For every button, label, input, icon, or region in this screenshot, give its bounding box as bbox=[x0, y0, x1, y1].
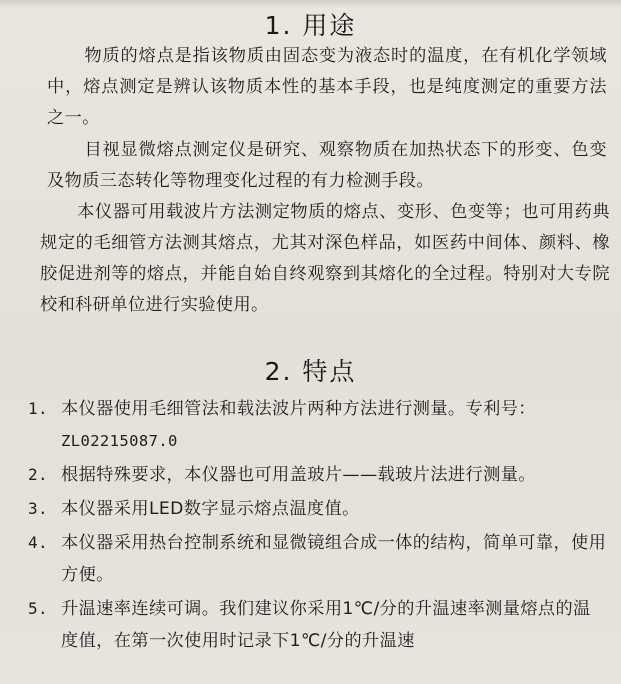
paragraph-text: 目视显微熔点测定仪是研究、观察物质在加热状态下的形变、色变及物质三态转化等物理变化过程的有力检测手段。 bbox=[47, 140, 607, 191]
list-item bbox=[28, 493, 608, 525]
list-item-text: 本仪器采用热台控制系统和显微镜组合成一体的结构，简单可靠，使用方便。 bbox=[61, 533, 607, 585]
paragraph-melting-point-definition bbox=[47, 41, 607, 134]
section-title-uses: 1. 用途 bbox=[264, 11, 357, 40]
list-item bbox=[28, 459, 608, 491]
list-item-number: 4. bbox=[28, 533, 49, 552]
list-item-number: 2. bbox=[28, 465, 49, 484]
list-item-number: 1. bbox=[28, 399, 49, 418]
list-item-text: 本仪器采用LED数字显示熔点温度值。 bbox=[61, 499, 360, 519]
paragraph-text: 本仪器可用载波片方法测定物质的熔点、变形、色变等；也可用药典规定的毛细管方法测其熔点，尤其对深色样品，如医药中间体、颜料、橡胶促进剂等的熔点，并能自始自终观察到其熔化的全过程。特别对大专院校和科研单位进行实验使用。 bbox=[40, 202, 610, 315]
patent-number: ZL02215087.0 bbox=[61, 432, 178, 450]
list-item bbox=[28, 527, 608, 591]
list-item-text: 本仪器使用毛细管法和载法波片两种方法进行测量。专利号： bbox=[61, 399, 536, 419]
section-title-features: 2. 特点 bbox=[264, 357, 357, 386]
list-item bbox=[28, 393, 608, 457]
list-item-number: 5. bbox=[28, 599, 49, 618]
list-item-text: 升温速率连续可调。我们建议你采用1℃/分的升温速率测量熔点的温度值，在第一次使用时记录下1℃/分的升温速 bbox=[61, 599, 591, 651]
paragraph-microscope-description bbox=[47, 135, 607, 197]
list-item-text: 根据特殊要求，本仪器也可用盖玻片——载玻片法进行测量。 bbox=[61, 465, 536, 485]
paragraph-instrument-usage bbox=[40, 197, 610, 321]
list-item bbox=[28, 593, 608, 657]
feature-list bbox=[28, 393, 608, 659]
list-item-number: 3. bbox=[28, 499, 49, 518]
paragraph-text: 物质的熔点是指该物质由固态变为液态时的温度，在有机化学领域中，熔点测定是辨认该物质本性的基本手段，也是纯度测定的重要方法之一。 bbox=[47, 46, 607, 128]
